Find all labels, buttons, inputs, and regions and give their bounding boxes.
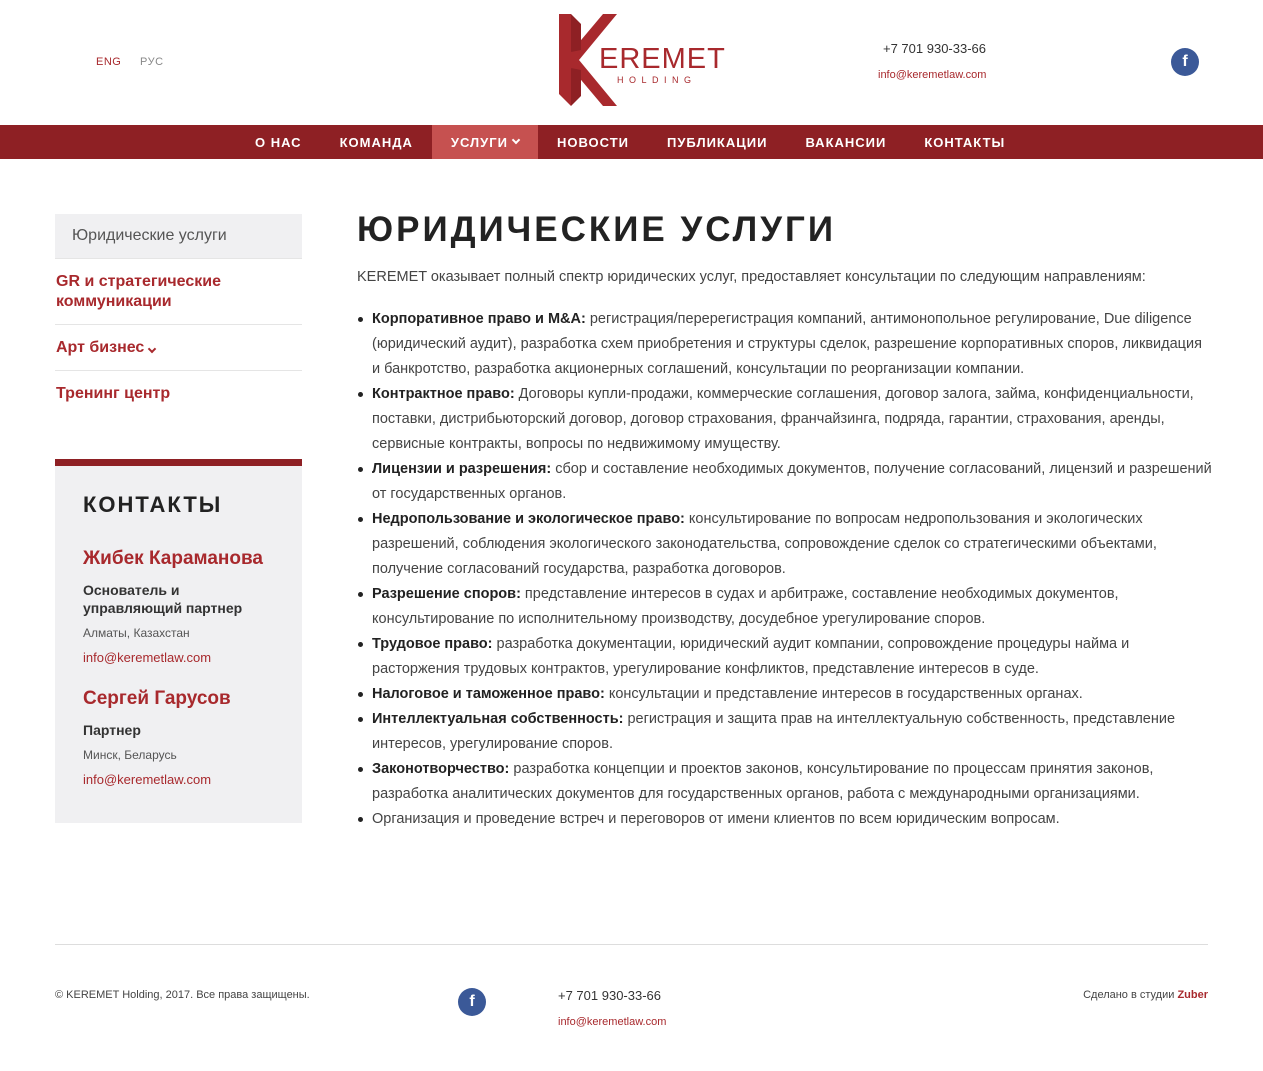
list-item: Организация и проведение встреч и переговоров от имени клиентов по всем юридическим вопросам. <box>372 807 1212 832</box>
sidebar-item-gr[interactable]: GR и стратегические коммуникации <box>55 259 302 325</box>
header-email-link[interactable]: info@keremetlaw.com <box>878 69 987 81</box>
intro-text: KEREMET оказывает полный спектр юридических услуг, предоставляет консультации по следующим направлениям: <box>357 269 1146 285</box>
header-phone[interactable]: +7 701 930-33-66 <box>883 41 987 56</box>
list-item: Законотворчество: разработка концепции и проектов законов, консультирование по процессам принятия законов, разработка аналитических документов для государственных органов, работа с международными организациями. <box>372 757 1212 807</box>
list-item: Трудовое право: разработка документации, юридический аудит компании, сопровождение процедуры найма и расторжения трудовых контрактов, урегулирование конфликтов, представление интересов в суде. <box>372 632 1212 682</box>
logo-main-text: EREMET <box>599 43 726 75</box>
footer-divider <box>55 944 1208 945</box>
nav-item-vacancies[interactable]: ВАКАНСИИ <box>805 134 887 150</box>
chevron-down-icon <box>148 345 156 353</box>
list-item: Интеллектуальная собственность: регистрация и защита прав на интеллектуальную собственность, представление интересов, урегулирование споров. <box>372 707 1212 757</box>
list-item: Налоговое и таможенное право: консультации и представление интересов в государственных органах. <box>372 682 1212 707</box>
footer-phone[interactable]: +7 701 930-33-66 <box>558 988 662 1003</box>
keremet-logo-graphic <box>555 12 726 112</box>
contact-role: Основатель и управляющий партнер <box>83 582 243 616</box>
logo-sub-text: HOLDING <box>617 75 697 85</box>
contact-city: Алматы, Казахстан <box>83 626 190 640</box>
sidebar-item-training[interactable]: Тренинг центр <box>56 385 171 402</box>
nav-item-about[interactable]: О НАС <box>255 134 302 150</box>
contact-city: Минск, Беларусь <box>83 748 177 762</box>
page-title: ЮРИДИЧЕСКИЕ УСЛУГИ <box>357 210 836 249</box>
contact-email-link[interactable]: info@keremetlaw.com <box>83 772 212 787</box>
keremet-logo[interactable] <box>555 12 726 112</box>
footer-copyright: © KEREMET Holding, 2017. Все права защищены. <box>55 989 310 1001</box>
nav-item-team[interactable]: КОМАНДА <box>339 134 413 150</box>
sidebar-menu <box>55 214 302 417</box>
facebook-icon[interactable]: f <box>458 988 486 1016</box>
main-nav <box>0 125 1263 159</box>
nav-item-news[interactable]: НОВОСТИ <box>556 134 629 150</box>
nav-item-contacts[interactable]: КОНТАКТЫ <box>924 134 1006 150</box>
nav-item-services[interactable]: УСЛУГИ <box>432 125 538 159</box>
lang-rus-link[interactable]: РУС <box>140 56 164 68</box>
chevron-down-icon <box>512 136 520 144</box>
nav-item-publications[interactable]: ПУБЛИКАЦИИ <box>667 134 768 150</box>
contact-name: Жибек Караманова <box>83 548 263 569</box>
list-item: Контрактное право: Договоры купли-продажи, коммерческие соглашения, договор залога, займа, конфиденциальности, поставки, дистрибьюторский договор, договор страхования, франчайзинга, подряда, гарантии, страхования, аренды, сервисные контракты, вопросы по недвижимому имуществу. <box>372 382 1212 457</box>
sidebar-item-legal[interactable]: Юридические услуги <box>55 214 302 259</box>
lang-eng-link[interactable]: ENG <box>96 56 122 68</box>
facebook-icon[interactable]: f <box>1171 48 1199 76</box>
footer-studio-credit: Сделано в студии Zuber <box>1083 989 1208 1001</box>
contacts-box <box>55 459 302 823</box>
footer-email-link[interactable]: info@keremetlaw.com <box>558 1016 667 1028</box>
list-item: Разрешение споров: представление интересов в судах и арбитраже, составление необходимых документов, консультирование по исполнительному производству, досудебное урегулирование споров. <box>372 582 1212 632</box>
contact-name: Сергей Гарусов <box>83 688 231 709</box>
list-item: Лицензии и разрешения: сбор и составление необходимых документов, получение согласований, лицензий и разрешений от государственных органов. <box>372 457 1212 507</box>
contact-role: Партнер <box>83 722 141 738</box>
studio-link[interactable]: Zuber <box>1177 989 1208 1001</box>
list-item: Недропользование и экологическое право: консультирование по вопросам недропользования и экологических разрешений, соблюдения экологического законодательства, сопровождение сделок со стратегическими объектами, получение согласований государства, разработка договоров. <box>372 507 1212 582</box>
contacts-title: КОНТАКТЫ <box>83 492 223 517</box>
contact-email-link[interactable]: info@keremetlaw.com <box>83 650 212 665</box>
sidebar-item-art[interactable]: Арт бизнес <box>55 325 302 371</box>
list-item: Корпоративное право и M&A: регистрация/перерегистрация компаний, антимонопольное регулирование, Due diligence (юридический аудит), разработка схем приобретения и структуры сделок, разрешение корпоративных споров, ликвидация и банкротство, разработка акционерных соглашений, консультации по реорганизации компании. <box>372 307 1212 382</box>
services-list <box>372 307 1212 832</box>
